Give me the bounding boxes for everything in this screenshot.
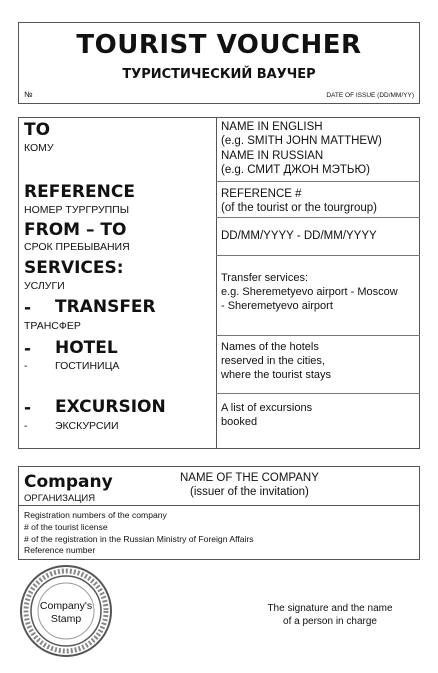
- from-to-label-ru: СРОК ПРЕБЫВАНИЯ: [24, 241, 130, 253]
- date-of-issue-label: DATE OF ISSUE (DD/MM/YY): [326, 92, 414, 99]
- excursion-field: [221, 401, 312, 429]
- company-details: [24, 510, 254, 557]
- field-line: - Sheremetyevo airport: [221, 300, 333, 312]
- hotel-label-ru: ГОСТИНИЦА: [55, 360, 120, 372]
- field-line: A list of excursions: [221, 402, 313, 414]
- field-line: (of the tourist or the tourgroup): [221, 202, 377, 214]
- field-line: Names of the hotels: [221, 341, 319, 353]
- stamp-text-line1: Company's: [39, 600, 93, 612]
- hotel-label: HOTEL: [55, 338, 118, 358]
- reference-field: [221, 187, 377, 215]
- field-line: NAME OF THE COMPANY: [180, 472, 319, 484]
- to-label: TO: [24, 120, 51, 140]
- name-russian-field: [221, 149, 370, 177]
- name-english-field: [221, 120, 382, 148]
- field-line: reserved in the cities,: [221, 355, 325, 367]
- field-line: e.g. Sheremetyevo airport - Moscow: [221, 286, 398, 298]
- hotel-dash-ru: -: [24, 360, 28, 372]
- field-line: Transfer services:: [221, 272, 309, 284]
- detail-line: # of the registration in the Russian Ministry of Foreign Affairs: [24, 533, 254, 544]
- field-line: (issuer of the invitation): [189, 486, 309, 498]
- voucher-title: TOURIST VOUCHER: [76, 30, 362, 60]
- field-line: (e.g. СМИТ ДЖОН МЭТЬЮ): [221, 164, 370, 176]
- signature-line: The signature and the name: [267, 603, 393, 614]
- company-label-ru: ОРГАНИЗАЦИЯ: [24, 493, 96, 504]
- signature-line: of a person in charge: [283, 615, 377, 627]
- excursion-label-ru: ЭКСКУРСИИ: [55, 420, 119, 432]
- hotel-field: [221, 340, 331, 382]
- field-line: REFERENCE #: [221, 188, 302, 200]
- field-line: NAME IN ENGLISH: [221, 121, 323, 133]
- transfer-dash: -: [24, 298, 32, 318]
- company-label: Company: [24, 472, 113, 492]
- voucher-subtitle: ТУРИСТИЧЕСКИЙ ВАУЧЕР: [122, 67, 316, 82]
- company-divider: [18, 505, 420, 506]
- excursion-dash-ru: -: [24, 420, 28, 432]
- services-label: SERVICES:: [24, 258, 124, 278]
- row-divider: [216, 255, 420, 256]
- company-name-field: [180, 471, 319, 499]
- company-stamp: [19, 564, 113, 658]
- row-divider: [216, 393, 420, 394]
- transfer-field: [221, 271, 398, 313]
- field-line: (e.g. SMITH JOHN MATTHEW): [221, 135, 382, 147]
- signature-note: [250, 603, 410, 628]
- reference-label-ru: НОМЕР ТУРГРУППЫ: [24, 204, 130, 216]
- excursion-dash: -: [24, 398, 32, 418]
- reference-label: REFERENCE: [24, 182, 135, 202]
- from-to-label: FROM – TO: [24, 220, 127, 240]
- hotel-dash: -: [24, 339, 32, 359]
- field-line: NAME IN RUSSIAN: [221, 150, 324, 162]
- services-label-ru: УСЛУГИ: [24, 280, 65, 292]
- excursion-label: EXCURSION: [55, 397, 166, 417]
- row-divider: [216, 335, 420, 336]
- detail-line: Reference number: [24, 545, 96, 556]
- row-divider: [216, 181, 420, 182]
- field-line: where the tourist stays: [221, 369, 332, 381]
- detail-line: Registration numbers of the company: [24, 510, 167, 520]
- to-label-ru: КОМУ: [24, 142, 54, 154]
- stamp-text-line2: Stamp: [50, 613, 82, 625]
- row-divider: [216, 217, 420, 218]
- field-line: booked: [221, 416, 258, 428]
- transfer-label: TRANSFER: [55, 297, 156, 317]
- detail-line: # of the tourist license: [24, 521, 108, 532]
- transfer-label-ru: ТРАНСФЕР: [24, 320, 81, 332]
- dates-field: DD/MM/YYYY - DD/MM/YYYY: [221, 230, 377, 242]
- main-divider: [216, 117, 217, 449]
- number-label: №: [24, 90, 33, 99]
